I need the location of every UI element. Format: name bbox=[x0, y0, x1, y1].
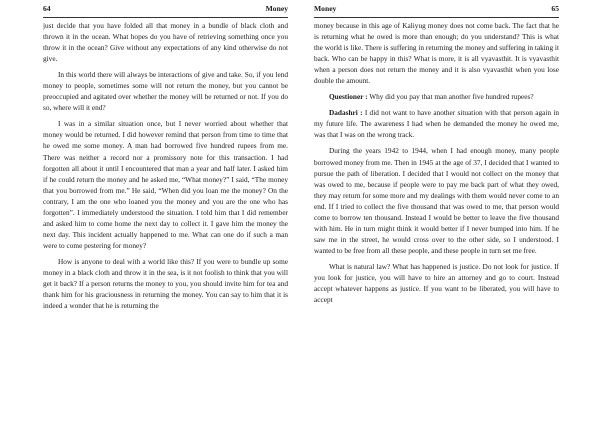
question-text: Why did you pay that man another five hundred rupees? bbox=[367, 92, 534, 102]
paragraph: money because in this age of Kaliyug money does not come back. The fact that he is returning what he owed is more than enough; do you understand? This is what the world is like. There is suffering in returning the money and suffering in taking it back. Who can be happy in this? What is more, it is all vyavasthit. It is vyavasthit when a person does not return the money and it is also vyavasthit when you lose double the amount. bbox=[314, 21, 559, 86]
dadashri-label: Dadashri : bbox=[329, 108, 363, 118]
right-running-title: Money bbox=[314, 4, 337, 13]
questioner-label: Questioner : bbox=[329, 92, 368, 102]
paragraph: What is natural law? What has happened is justice. Do not look for justice. If you look for justice, you will have to hire an attorney and go to court. Instead accept whatever happens as justice. If you want to be liberated, you will have to accept bbox=[314, 261, 559, 305]
left-page-header bbox=[43, 4, 288, 18]
right-page-body bbox=[314, 20, 559, 310]
paragraph: I was in a similar situation once, but I never worried about whether that money would be returned. I did however remind that person from time to time that he owed me some money. A man had borrowed five hundred rupees from me. There was neither a record nor a promissory note for this transaction. I had forgotten all about it until I encountered that man a year and half later. I asked him if he could return the money and he asked me, “What money?” I said, “The money that you borrowed from me.” He said, “When did you loan me the money? On the contrary, I am the one who loaned you the money and you are the one who has forgotten”. I immediately understood the situation. I told him that I did remember and asked him to come home the next day to collect it. I gave him the money the next day. This incident actually happened to me. What can one do if such a man were to come pestering for money? bbox=[43, 119, 288, 250]
right-page-header bbox=[314, 4, 559, 18]
left-page-body bbox=[43, 20, 288, 316]
left-page bbox=[43, 0, 288, 446]
left-running-title: Money bbox=[265, 4, 288, 13]
left-header-rule bbox=[43, 17, 288, 18]
left-page-number: 64 bbox=[43, 4, 51, 13]
paragraph: just decide that you have folded all that money in a bundle of black cloth and thrown it in the ocean. What hopes do you have of retrieving something once you throw it in the ocean? Give without any expectations of any kind otherwise do not give. bbox=[43, 21, 288, 64]
dialogue-answer bbox=[314, 107, 559, 140]
paragraph: In this world there will always be interactions of give and take. So, if you lend money to people, sometimes some will not return the money, but you cannot be preoccupied and agitated over whether the money will be returned or not. If you do so, where will it end? bbox=[43, 70, 288, 113]
dialogue-question bbox=[314, 91, 559, 102]
answer-text: I did not want to have another situation with that person again in my future life. The awareness I had when he demanded the money he owed me, was that I was on the wrong track. bbox=[314, 108, 559, 140]
right-page-number: 65 bbox=[551, 4, 559, 13]
paragraph: During the years 1942 to 1944, when I had enough money, many people borrowed money from me. Then in 1945 at the age of 37, I decided that I wanted to pursue the path of liberation. I decided that I would not collect on the money that was owed to me, because if people were to pay me back part of what they owed, they may return for some more and my dealings with them would never come to an end. If I tried to collect the five thousand that was owed to me, that person would come to borrow ten thousand. Instead I would be better to leave the five thousand with him. He in turn might think it would better if I never bumped into him. If he saw me in the street, he would cross over to the other side, so I understood. I wanted to be free from all these people, and these people in turn set me free. bbox=[314, 146, 559, 255]
paragraph: How is anyone to deal with a world like this? If you were to bundle up some money in a black cloth and throw it in the sea, is it not foolish to think that you will get it back? If a person returns the money to you, you should invite him for tea and thank him for his graciousness in returning the money. You can say to him that it is indeed a wonder that he is returning the bbox=[43, 256, 288, 311]
right-header-rule bbox=[314, 17, 559, 18]
right-page bbox=[314, 0, 559, 446]
